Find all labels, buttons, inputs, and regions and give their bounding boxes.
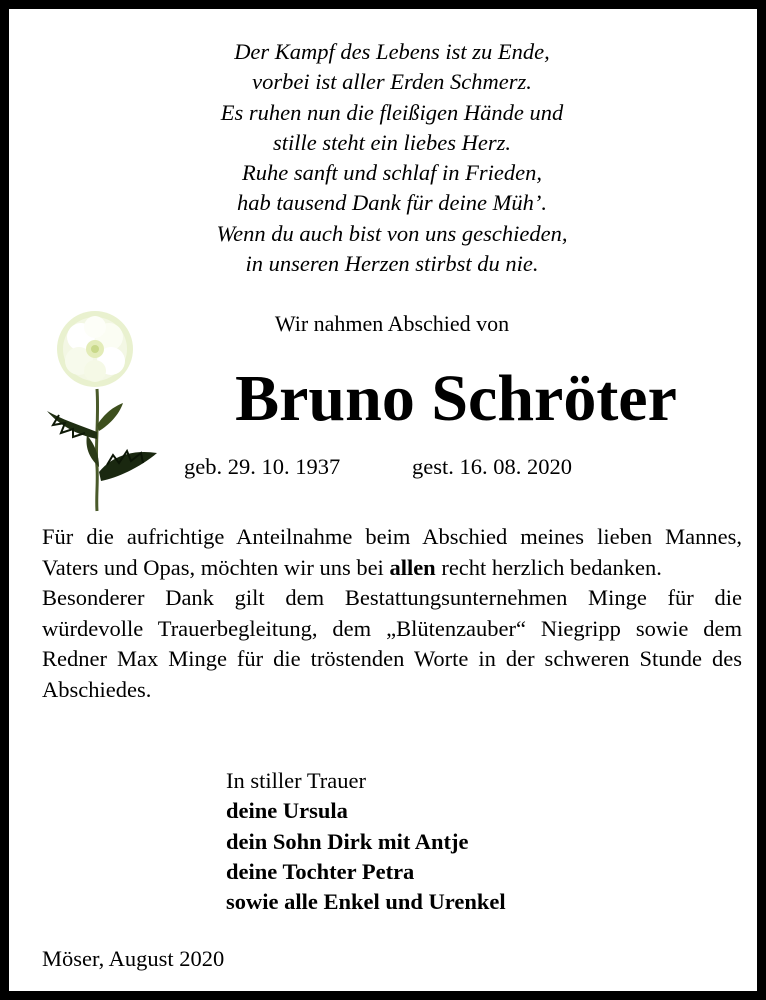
life-dates	[184, 453, 572, 481]
thanks-text	[42, 522, 742, 705]
mourners-block	[226, 766, 506, 917]
thanks-paragraph	[42, 522, 742, 583]
deceased-name: Bruno Schröter	[235, 362, 677, 435]
poem-line: hab tausend Dank für deine Müh’.	[237, 190, 547, 216]
poem-line: Es ruhen nun die fleißigen Hände und	[220, 99, 564, 125]
birth-date: geb. 29. 10. 1937	[184, 454, 341, 479]
mourner: dein Sohn Dirk mit Antje	[226, 828, 469, 854]
thanks-after: recht herzlich bedanken.	[435, 554, 662, 580]
poem-line: Ruhe sanft und schlaf in Frieden,	[242, 160, 542, 186]
special-thanks-paragraph: Besonderer Dank gilt dem Bestattungsunternehmen Minge für die würdevolle Trauerbegleitung, dem „Blütenzauber“ Niegripp sowie dem Redner Max Minge für die tröstenden Worte in der schweren Stunde des Abschiedes.	[42, 585, 742, 702]
poem-line: vorbei ist aller Erden Schmerz.	[252, 69, 532, 95]
death-date: gest. 16. 08. 2020	[412, 454, 572, 479]
mourner: sowie alle Enkel und Urenkel	[226, 889, 506, 915]
poem-line: in unseren Herzen stirbst du nie.	[245, 251, 539, 277]
mourners-intro: In stiller Trauer	[226, 768, 366, 793]
thanks-before: Für die aufrichtige Anteilnahme beim Abschied meines lieben Mannes, Vaters und Opas, möchten wir uns bei	[42, 524, 742, 580]
place-date: Möser, August 2020	[42, 946, 225, 971]
poem-line: Der Kampf des Lebens ist zu Ende,	[234, 39, 550, 64]
farewell-intro: Wir nahmen Abschied von	[274, 311, 510, 336]
poem-line: Wenn du auch bist von uns geschieden,	[216, 220, 568, 246]
thanks-emphasis: allen	[389, 554, 436, 580]
poem	[69, 37, 715, 279]
mourner: deine Tochter Petra	[226, 858, 415, 884]
poem-line: stille steht ein liebes Herz.	[272, 129, 512, 155]
mourner: deine Ursula	[226, 798, 348, 824]
